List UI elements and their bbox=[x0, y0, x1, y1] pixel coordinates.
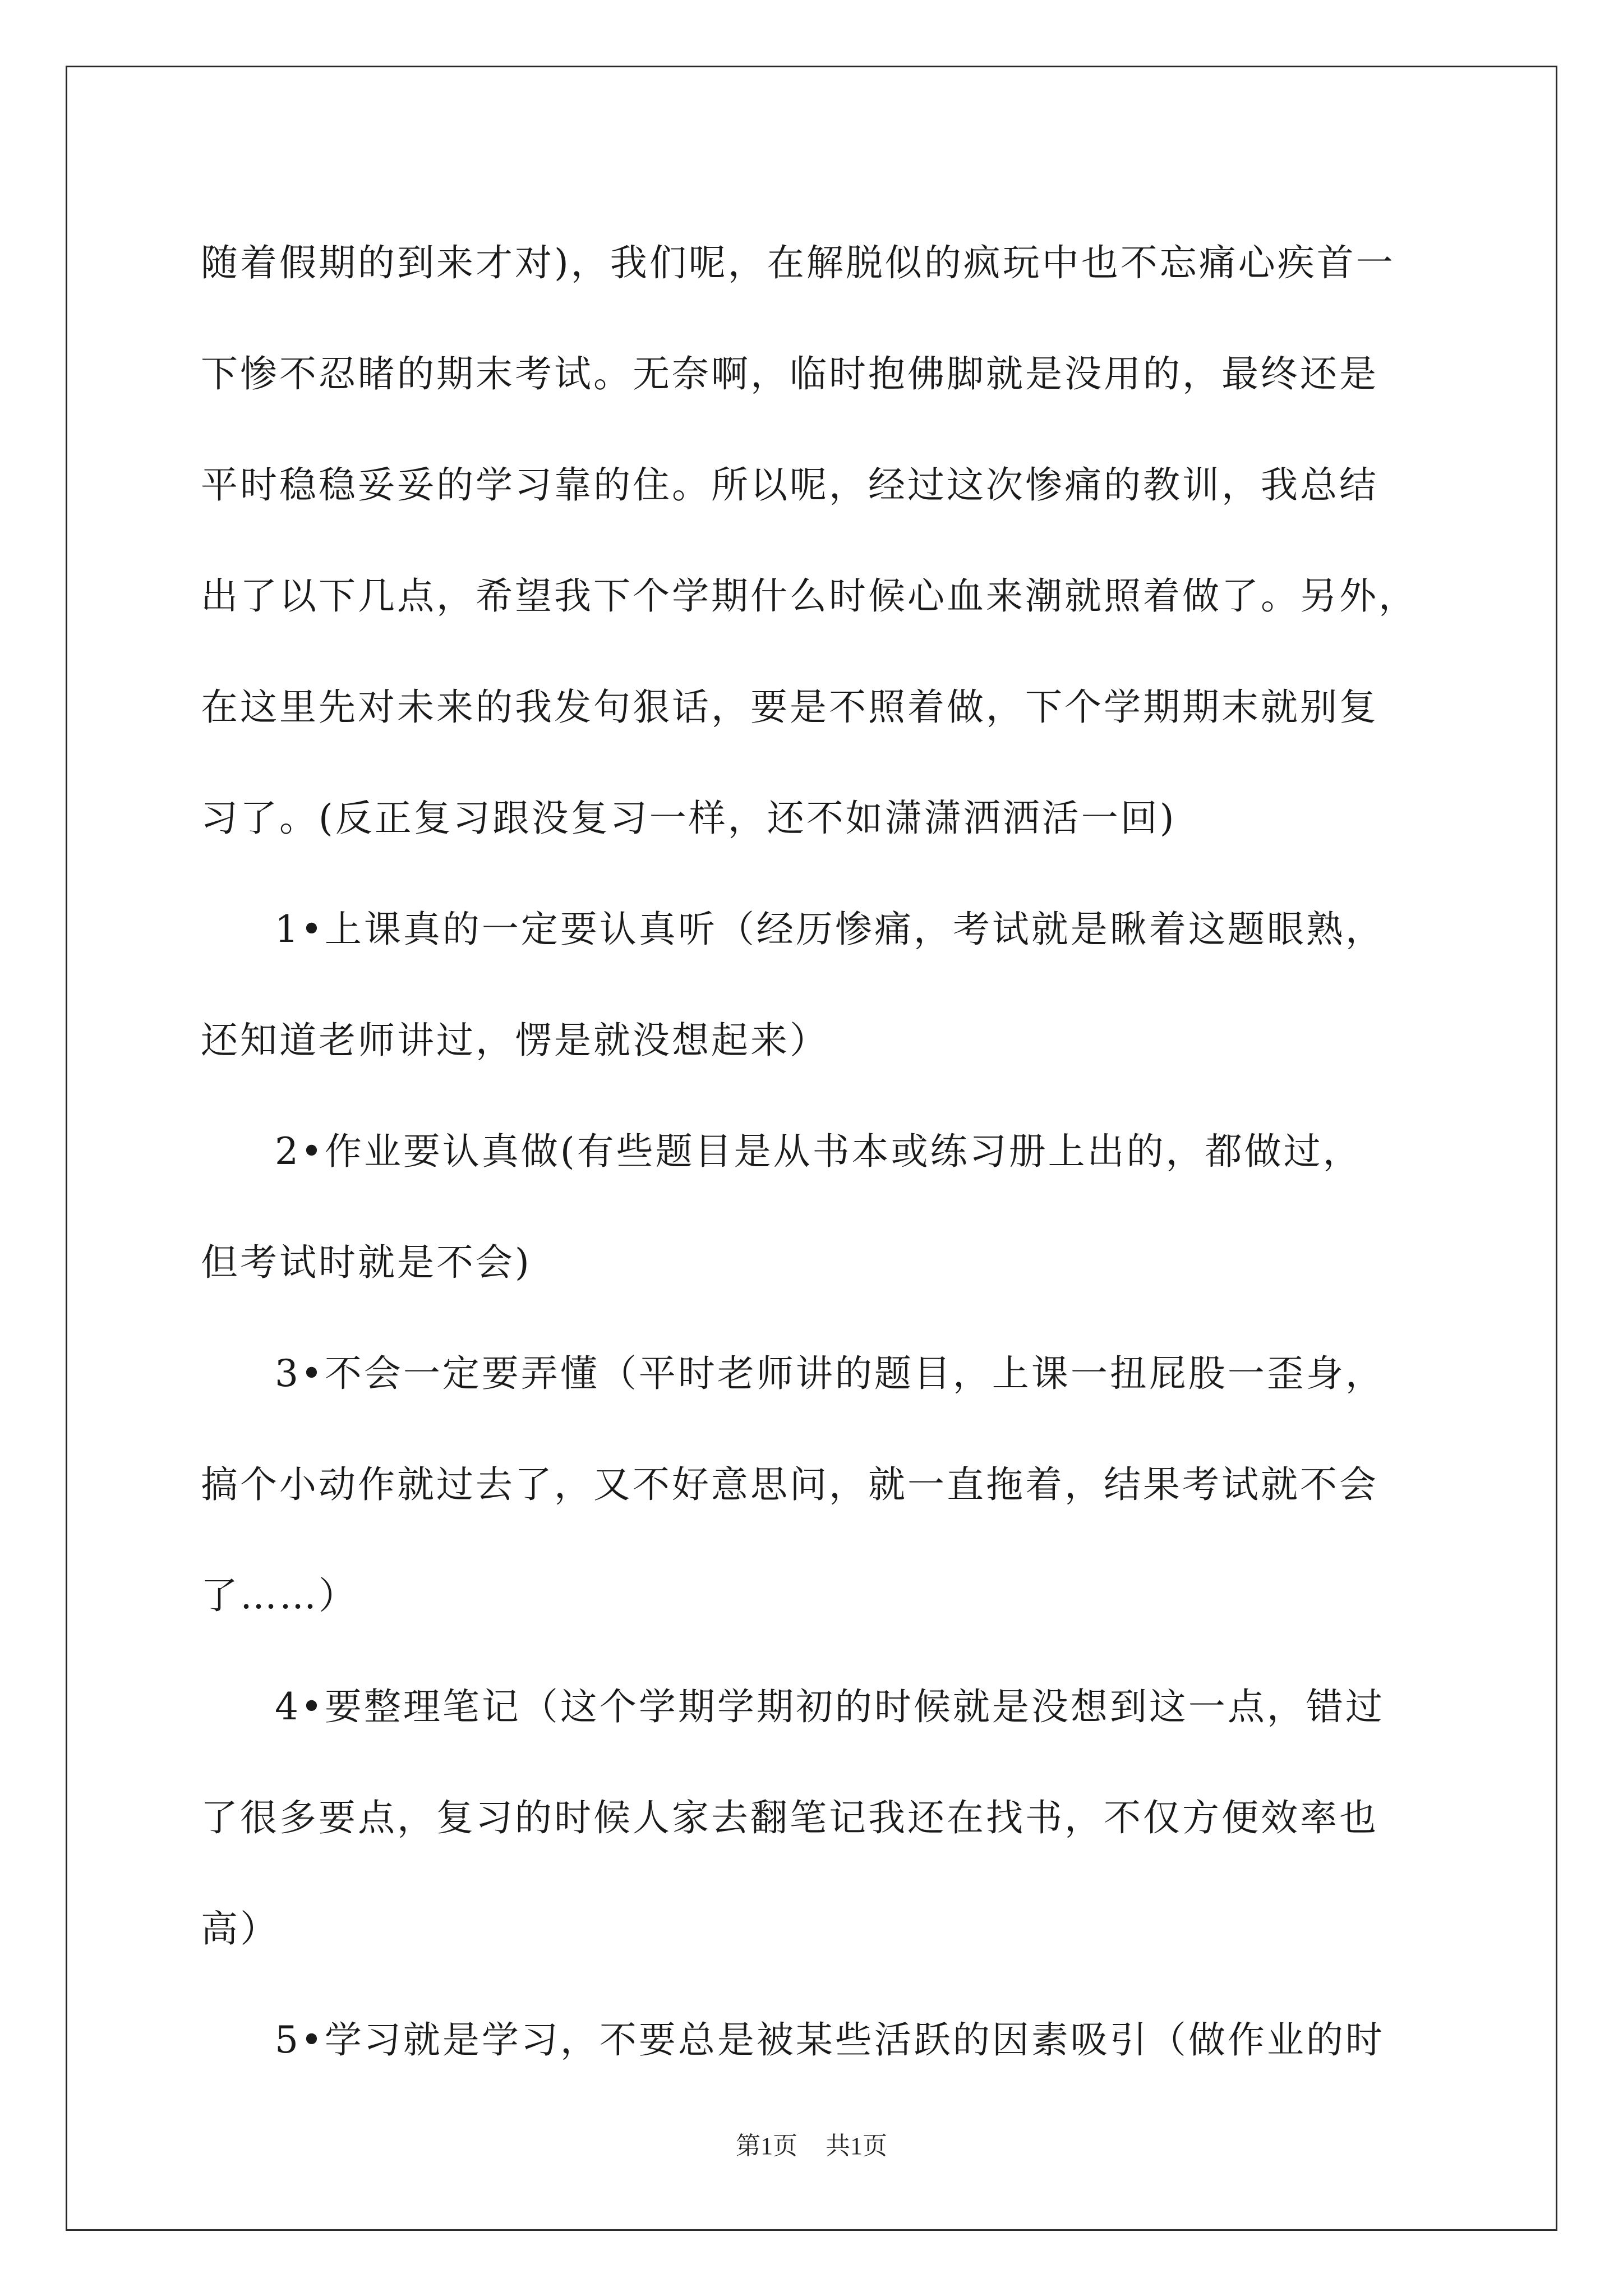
list-item-1-line-2: 还知道老师讲过，愣是就没想起来） bbox=[201, 1019, 829, 1062]
page-footer bbox=[0, 2129, 1623, 2163]
text-line: 在这里先对未来的我发句狠话，要是不照着做，下个学期期末就别复 bbox=[201, 685, 1378, 729]
text-line: 平时稳稳妥妥的学习靠的住。所以呢，经过这次惨痛的教训，我总结 bbox=[201, 463, 1378, 507]
list-item-1-line-1: 1•上课真的一定要认真听（经历惨痛，考试就是瞅着这题眼熟， bbox=[275, 908, 1385, 951]
list-item-3-line-1: 3•不会一定要弄懂（平时老师讲的题目，上课一扭屁股一歪身， bbox=[275, 1352, 1385, 1395]
document-body bbox=[201, 208, 1435, 2096]
list-item-4-line-2: 了很多要点，复习的时候人家去翻笔记我还在找书，不仅方便效率也 bbox=[201, 1796, 1378, 1839]
list-item-3-line-2: 搞个小动作就过去了，又不好意思问，就一直拖着，结果考试就不会 bbox=[201, 1463, 1378, 1506]
text-line: 随着假期的到来才对)，我们呢，在解脱似的疯玩中也不忘痛心疾首一 bbox=[201, 241, 1395, 284]
text-line: 出了以下几点，希望我下个学期什么时候心血来潮就照着做了。另外， bbox=[201, 574, 1418, 618]
text-line: 习了。(反正复习跟没复习一样，还不如潇潇洒洒活一回) bbox=[201, 797, 1177, 840]
page-number: 第1页 bbox=[736, 2132, 797, 2160]
page-total: 共1页 bbox=[826, 2132, 887, 2160]
list-item-5-line-1: 5•学习就是学习，不要总是被某些活跃的因素吸引（做作业的时 bbox=[275, 2018, 1385, 2062]
list-item-4-line-3: 高） bbox=[201, 1907, 279, 1950]
list-item-3-line-3: 了……） bbox=[201, 1574, 358, 1617]
list-item-4-line-1: 4•要整理笔记（这个学期学期初的时候就是没想到这一点，错过 bbox=[275, 1685, 1385, 1728]
list-item-2-line-2: 但考试时就是不会) bbox=[201, 1241, 532, 1284]
list-item-2-line-1: 2•作业要认真做(有些题目是从书本或练习册上出的，都做过， bbox=[275, 1130, 1362, 1173]
text-line: 下惨不忍睹的期末考试。无奈啊，临时抱佛脚就是没用的，最终还是 bbox=[201, 352, 1378, 395]
